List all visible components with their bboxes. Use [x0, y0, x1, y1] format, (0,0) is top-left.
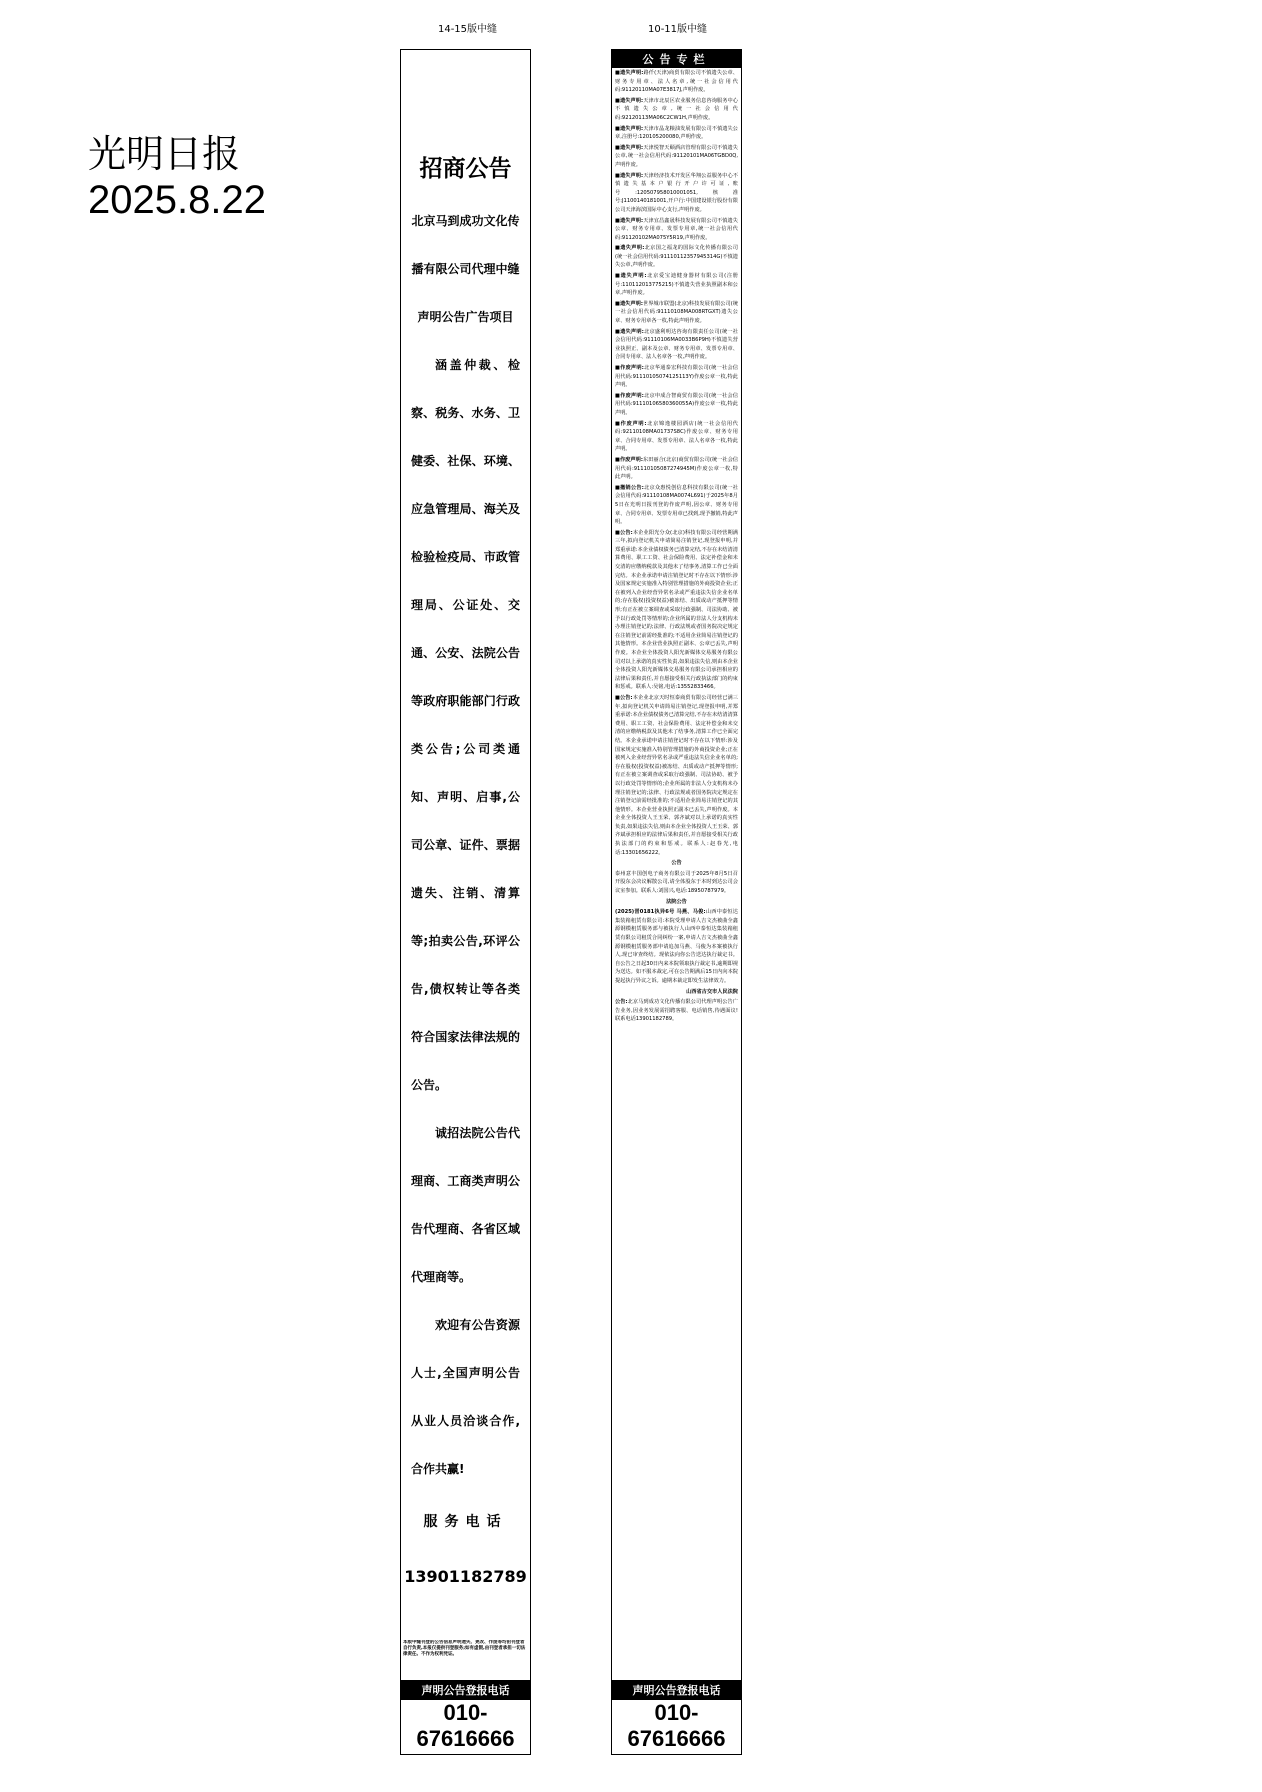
- notice-item-type: ■遗失声明:: [615, 245, 645, 252]
- notice-item-text: 天津悦智天颐酒店管理有限公司不慎遗失公章,统一社会信用代码:91120101MA06TGBD0Q,声明作废。: [615, 144, 738, 168]
- footer-phone: 010-67616666: [627, 1700, 726, 1751]
- notice-item: [615, 456, 738, 482]
- notice-item: [615, 172, 738, 215]
- court-notice: [615, 908, 738, 985]
- agency-notice-text: 北京马到成功文化传播有限公司代理声明公告广告业务,因业务发展需招聘客服、电话销售,待遇面议!联系电话13901182789。: [615, 999, 738, 1023]
- notice-item-type: ■作废声明:: [615, 392, 644, 399]
- notice-item-type: ■遗失声明:: [615, 273, 647, 280]
- notice-item-type: ■作废声明:: [615, 456, 643, 463]
- notice-item: [615, 529, 738, 692]
- notice-item: [615, 300, 738, 326]
- notice-list: [615, 69, 738, 857]
- recruitment-body: [401, 341, 530, 1493]
- notice-item: [615, 69, 738, 95]
- notice-item: [615, 217, 738, 243]
- notice-item: [615, 272, 738, 298]
- court-notice-text: 山西中泰恒达集装箱租赁有限公司:本院受理申请人吉文杰被曲全鑫源钢模租赁服务部与被执行人山西中泰恒达集装箱租赁有限公司租赁合同纠纷一案,申请人吉文杰被曲全鑫源钢模租赁服务部申请追加马燕、马俊为本案被执行人,现已审查终结。现依法向你公告送达执行裁定书。自公告之日起30日内来本院领取执行裁定书,逾期即视为送达。如不服本裁定,可在公告期满后15日内向本院提起执行异议之诉。逾期本裁定即发生法律效力。: [615, 909, 738, 984]
- notice-item-text: 东田丽合(北京)商贸有限公司(统一社会信用代码:91110105087274945M)作废公章一枚,特此声明。: [615, 456, 738, 481]
- notice-item-text: 北京爱宝迪健身器材有限公司(注册号:110112013775215)不慎遗失营业执照副本和公章,声明作废。: [615, 273, 738, 297]
- column-label-14-15: 14-15版中缝: [437, 24, 498, 35]
- column-footer: [612, 1680, 741, 1754]
- brand: [88, 132, 266, 224]
- footer-label: 声明公告登报电话: [401, 1680, 530, 1700]
- notice-item-type: ■遗失声明:: [615, 70, 644, 76]
- ad-column-notices: [611, 49, 742, 1755]
- court-notice-lead: (2025)晋0181执异6号 马燕、马俊:: [615, 909, 706, 916]
- notice-item-type: ■遗失声明:: [615, 144, 644, 151]
- agency-notice-key: 公告:: [615, 999, 628, 1006]
- newspaper-name: 光明日报: [88, 132, 241, 176]
- notice-item: [615, 364, 738, 390]
- notice-item-type: ■遗失声明:: [615, 328, 644, 335]
- notice-item-text: 天津经济技术开发区华翔公益服务中心不慎遗失基本户银行开户许可证,账号:120507958010001051,核准号:J1100140181001,开户行:中国建设银行股份有限公司天津海滨国际中心支行,声明作废。: [615, 172, 738, 213]
- recruitment-paragraph: 诚招法院公告代理商、工商类声明公告代理商、各省区域代理商等。: [411, 1126, 520, 1284]
- notice-item-text: 天津宜昌鑫晟科技发展有限公司不慎遗失公章、财务专用章、发票专用章,统一社会信用代码:91120102MA075Y5R19,声明作废。: [615, 217, 738, 241]
- notice-item-type: ■遗失声明:: [615, 300, 643, 307]
- notice-item-type: ■公告:: [615, 529, 633, 536]
- notice-item: [615, 328, 738, 362]
- recruitment-paragraph: 涵盖仲裁、检察、税务、水务、卫健委、社保、环境、应急管理局、海关及检验检疫局、市政管理局、公证处、交通、公安、法院公告等政府职能部门行政类公告;公司类通知、声明、启事,公司公章、证件、票据遗失、注销、清算等;拍卖公告,环评公告,债权转让等各类符合国家法律法规的公告。: [411, 358, 520, 1092]
- notice-item-text: 天津市晶龙粮油发展有限公司不慎遗失公章,注册号:120105200080,声明作废。: [615, 125, 738, 141]
- notice-item-text: 路仟(天津)商贸有限公司不慎遗失公章、财务专用章、法人名章,统一社会信用代码:91120110MA07E3817J,声明作废。: [615, 70, 738, 94]
- notice-item: [615, 125, 738, 142]
- agency-notice: [615, 998, 738, 1024]
- service-phone-label: 服务电话: [423, 1514, 508, 1530]
- notice-text: 泰州意丰国创电子商务有限公司于2025年8月5日召开股东会决议解散公司,请全体股东于本时到达公司会议室参加。联系人:刘国兴,电话:18950787979。: [615, 870, 738, 895]
- recruitment-title: 招商公告: [419, 156, 512, 182]
- notice-item-type: ■作废声明:: [615, 420, 647, 427]
- notice-item-text: 本企业阳光分众(北京)科技有限公司经营期满三年,拟向登记机关申请简易注销登记,现登报申明,并郑重承诺:本企业债权债务已清算完结,不存在未结清清算费用、职工工资、社会保险费用、法定补偿金和未交清的应缴纳税款及其他未了结事务,清算工作已全面完结。本企业承诺申请注销登记时不存在以下情形:涉及国家规定实施准入特别管理措施的外商投资企业;正在被列入企业经营异常名录或严重违法失信企业名单的;存在股权(投资权益)被冻结、出质或动产抵押等情形;有正在被立案调查或采取行政强制、司法协助、被予以行政处罚等情形的;企业所属的非法人分支机构未办理注销登记的;法律、行政法规或者国务院决定规定在注销登记前需经批准的;不适用企业简易注销登记的其他情形。本企业营业执照正副本、公章已丢失,声明作废。本企业全体投资人阳光新媒体交易服务有限公司对以上承诺的真实性负责,如果违法失信,则由本企业全体投资人阳光新媒体交易服务有限公司承担相应的法律后果和责任,并自愿接受相关行政执法部门的约束和惩戒。联系人:吴铭,电话:13552833466。: [615, 529, 738, 691]
- notice-item-type: ■遗失声明:: [615, 125, 644, 132]
- notice-item-text: 北京申成合智商贸有限公司(统一社会信用代码:91110106580360055A)作废公章一枚,特此声明。: [615, 392, 738, 416]
- service-phone-number: 13901182789: [404, 1567, 527, 1586]
- notice-item: [615, 97, 738, 123]
- notice-item: [615, 420, 738, 454]
- notice-item: [615, 392, 738, 418]
- notice-item-type: ■撤销公告:: [615, 484, 644, 491]
- notice-item: [615, 694, 738, 857]
- publication-date: 2025.8.22: [88, 177, 266, 222]
- notice-item-text: 北京众惠悦创信息科技有限公司(统一社会信用代码:91110108MA0074L691)于2025年8月5日在光明日报刊登的作废声明,因公章、财务专用章、合同专用章、发票专用章已找到,现予撤销,特此声明。: [615, 484, 738, 526]
- notice-item-text: 北京盛利明达咨询有限责任公司(统一社会信用代码:91110106MA0033B6P9H)不慎遗失营业执照正、副本及公章、财务专用章、发票专用章、合同专用章、法人名章各一枚,声明作废。: [615, 328, 738, 361]
- notice-item-text: 本企业北京天时恒泰商贸有限公司经营已满三年,拟向登记机关申请简易注销登记,现登报申明,并郑重承诺:本企业债权债务已清算完结,不存在未结清清算费用、职工工资、社会保险费用、法定补偿金和未交清的应缴纳税款及其他未了结事务,清算工作已全面完结。本企业承诺申请注销登记时不存在以下情形:涉及国家规定实施准入特别管理措施的外商投资企业;正在被列入企业经营异常名录或严重违法失信企业名单的;存在股权(投资权益)被冻结、出质或动产抵押等情形;有正在被立案调查或采取行政强制、司法协助、被予以行政处罚等情形的;企业所属的非法人分支机构未办理注销登记的;法律、行政法规或者国务院决定规定在注销登记前需经批准的;不适用企业简易注销登记的其他情形。本企业营业执照正副本已丢失,声明作废。本企业全体投资人王玉荣、郭齐斌对以上承诺的真实性负责,如果违法失信,则由本企业全体投资人王玉荣、郭齐斌承担相应的法律后果和责任,并自愿接受相关行政执法部门的约束和惩戒。联系人:赵春光,电话:13301656222。: [615, 694, 738, 856]
- fine-print: 本版中缝刊登的公告信息声明遗失、更改、作废等均由刊登者自行负责,本报仅提供刊登服务;如有虚假,由刊登者承担一切法律责任。不作为权利凭证。: [403, 1640, 526, 1657]
- notice-item: [615, 244, 738, 270]
- notice-item-text: 北京国之福龙的国际文化传播有限公司(统一社会信用代码:91110112357945314G)不慎遗失公章,声明作废。: [615, 245, 738, 269]
- footer-label: 声明公告登报电话: [612, 1680, 741, 1700]
- notice-item: [615, 144, 738, 170]
- recruitment-subtitle: 北京马到成功文化传播有限公司代理中缝声明公告广告项目: [411, 214, 520, 324]
- notices-header: 公告专栏: [612, 50, 741, 68]
- notice-item-type: ■遗失声明:: [615, 97, 644, 104]
- notice-item-type: ■遗失声明:: [615, 172, 644, 179]
- notice-item-text: 世界城市联盟(北京)科技发展有限公司(统一社会信用代码:91110108MA008RTGXT)遗失公章、财务专用章各一枚,特此声明作废。: [615, 300, 738, 325]
- ad-column-recruitment: [400, 49, 531, 1755]
- notice-item-type: ■遗失声明:: [615, 217, 644, 224]
- notices-body: [612, 68, 741, 1701]
- notice-item: [615, 484, 738, 527]
- recruitment-paragraph: 欢迎有公告资源人士,全国声明公告从业人员洽谈合作,合作共赢!: [411, 1318, 520, 1476]
- notice-item-text: 北京华通泰宏科技有限公司(统一社会信用代码:91110105074125113Y)作废公章一枚,特此声明。: [615, 365, 738, 389]
- column-label-10-11: 10-11版中缝: [647, 24, 708, 35]
- footer-phone: 010-67616666: [416, 1700, 515, 1751]
- notice-item-type: ■公告:: [615, 694, 633, 701]
- notice-title: 公告: [671, 860, 682, 867]
- notice-item-type: ■作废声明:: [615, 365, 644, 371]
- notice-item-text: 北京锦逸楼园酒店(统一社会信用代码:92110108MA01737S8C)作废公章、财务专用章、合同专用章、发票专用章、法人名章各一枚,特此声明。: [615, 420, 738, 453]
- court-notice-title: 法院公告: [666, 898, 687, 905]
- column-footer: [401, 1640, 530, 1754]
- court-signature: 山西省古交市人民法院: [686, 988, 738, 995]
- notice-item-text: 天津市北辰区农业服务信息咨询服务中心不慎遗失公章,统一社会信用代码:92120113MA06C2CW1H,声明作废。: [615, 97, 738, 121]
